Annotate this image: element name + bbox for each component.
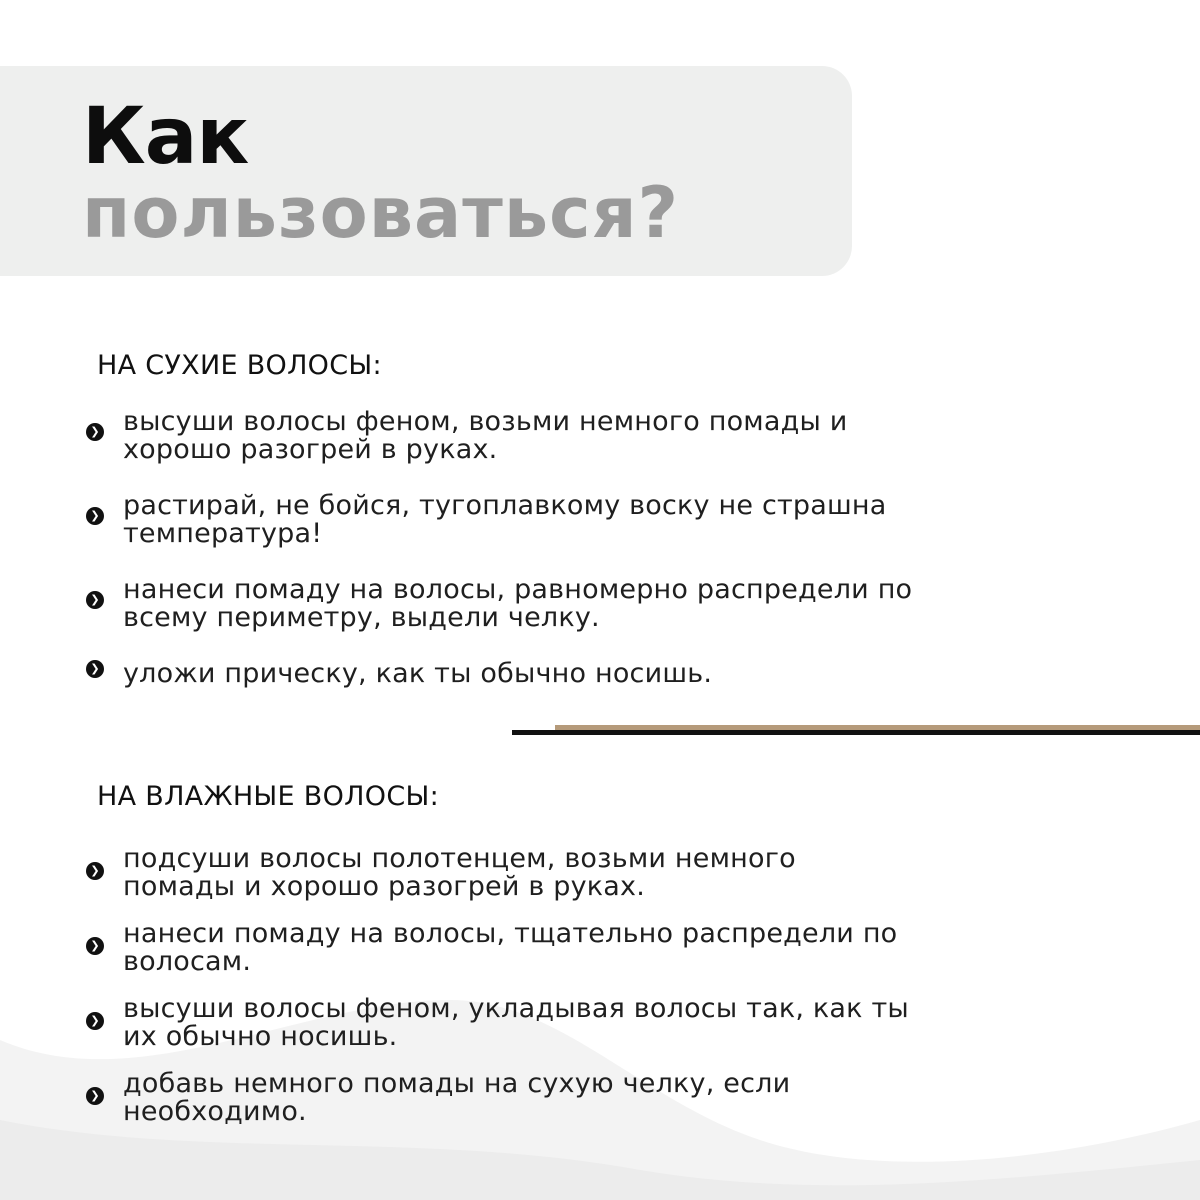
chevron-right-icon: ❯ xyxy=(86,660,104,678)
chevron-right-icon: ❯ xyxy=(86,591,104,609)
list-item-text: нанеси помаду на волосы, равномерно распредели по всему периметру, выдели челку. xyxy=(123,574,913,633)
page-title: Как xyxy=(82,92,249,182)
chevron-right-icon: ❯ xyxy=(86,1012,104,1030)
list-item-text: нанеси помаду на волосы, тщательно распредели по волосам. xyxy=(123,918,898,977)
list-item-text: растирай, не бойся, тугоплавкому воску не страшна температура! xyxy=(123,490,887,549)
list-item-text: высуши волосы феном, возьми немного помады и хорошо разогрей в руках. xyxy=(123,406,848,465)
dry-section-heading: НА СУХИЕ ВОЛОСЫ: xyxy=(97,350,382,381)
list-item-text: высуши волосы феном, укладывая волосы так, как ты их обычно носишь. xyxy=(123,993,909,1052)
chevron-right-icon: ❯ xyxy=(86,862,104,880)
section-divider xyxy=(512,730,1200,735)
list-item-text: уложи прическу, как ты обычно носишь. xyxy=(123,658,713,689)
chevron-right-icon: ❯ xyxy=(86,507,104,525)
chevron-right-icon: ❯ xyxy=(86,937,104,955)
list-item-text: добавь немного помады на сухую челку, если необходимо. xyxy=(123,1068,791,1127)
page-subtitle: пользоваться? xyxy=(82,172,680,254)
section-divider-accent xyxy=(555,725,1200,730)
chevron-right-icon: ❯ xyxy=(86,423,104,441)
wet-section-heading: НА ВЛАЖНЫЕ ВОЛОСЫ: xyxy=(97,781,440,812)
list-item-text: подсуши волосы полотенцем, возьми немного помады и хорошо разогрей в руках. xyxy=(123,843,796,902)
chevron-right-icon: ❯ xyxy=(86,1087,104,1105)
